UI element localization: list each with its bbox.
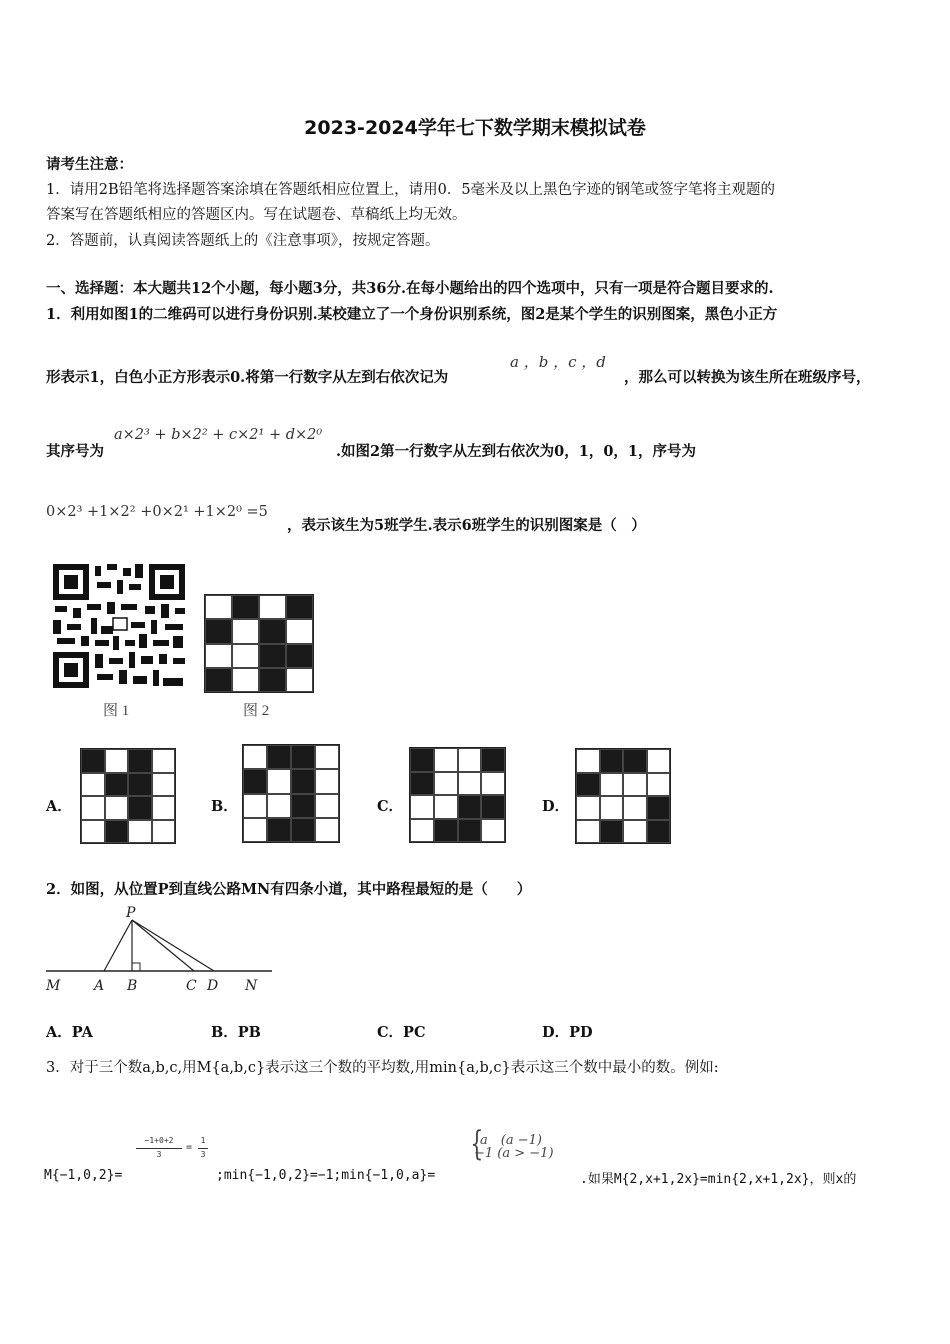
grid-cell (291, 769, 315, 793)
q2-option-c[interactable]: C．PC (377, 1024, 426, 1041)
grid-cell (600, 773, 624, 797)
frac-r-num: 1 (200, 1136, 206, 1145)
grid-cell (600, 820, 624, 844)
grid-cell (623, 749, 647, 773)
q2-option-b[interactable]: B．PB (211, 1024, 261, 1041)
q1-line-1: 1．利用如图1的二维码可以进行身份识别.某校建立了一个身份识别系统，图2是某个学生的识别图案，黑色小正方 (46, 306, 778, 323)
grid-cell (152, 749, 176, 773)
grid-cell (205, 619, 232, 643)
grid-cell (286, 668, 313, 692)
grid-cell (458, 819, 482, 843)
grid-cell (105, 796, 129, 820)
q1-line-3a: 其序号为 (46, 443, 104, 460)
q3-m-prefix: M{−1,0,2}= (44, 1168, 123, 1183)
notice-line-3: 2．答题前，认真阅读答题纸上的《注意事项》，按规定答题。 (46, 233, 440, 249)
grid-cell (105, 749, 129, 773)
grid-cell (81, 773, 105, 797)
notice-line-2: 答案写在答题纸相应的答题区内。写在试题卷、草稿纸上均无效。 (46, 207, 467, 223)
qr-code-icon (51, 562, 187, 690)
q3-text: 3．对于三个数a,b,c,用M{a,b,c}表示这三个数的平均数,用min{a,b,c}表示这三个数中最小的数。例如: (46, 1060, 719, 1076)
grid-cell (81, 796, 105, 820)
grid-cell (410, 772, 434, 796)
grid-cell (259, 619, 286, 643)
grid-cell (205, 668, 232, 692)
grid-cell (291, 818, 315, 842)
grid-cell (576, 796, 600, 820)
q3-end: .如果M{2,x+1,2x}=min{2,x+1,2x}，则x的 (580, 1172, 857, 1187)
frac-num: −1+0+2 (144, 1136, 174, 1145)
grid-cell (576, 820, 600, 844)
point-a-label: A (94, 978, 105, 994)
option-d-grid[interactable] (575, 748, 671, 844)
grid-cell (105, 773, 129, 797)
option-b-label[interactable]: B． (211, 798, 238, 815)
fig1-caption: 图 1 (103, 703, 130, 719)
option-a-label[interactable]: A． (46, 798, 72, 815)
grid-cell (623, 773, 647, 797)
grid-cell (291, 794, 315, 818)
grid-cell (458, 795, 482, 819)
qr-code-figure (51, 562, 187, 690)
grid-cell (243, 745, 267, 769)
grid-cell (232, 668, 259, 692)
point-n-label: N (245, 978, 258, 994)
q2-text: 2．如图，从位置P到直线公路MN有四条小道，其中路程最短的是（ ） (46, 881, 532, 898)
grid-cell (152, 820, 176, 844)
q1-line-4b: ，表示该生为5班学生.表示6班学生的识别图案是（ ） (287, 517, 646, 534)
notice-heading: 请考生注意： (46, 156, 133, 173)
grid-cell (286, 595, 313, 619)
grid-cell (259, 595, 286, 619)
point-b-label: B (127, 978, 138, 994)
frac-eq: = (186, 1142, 193, 1153)
point-c-label: C (186, 978, 197, 994)
grid-cell (152, 796, 176, 820)
grid-cell (315, 818, 339, 842)
option-d-label[interactable]: D． (542, 798, 570, 815)
grid-cell (205, 595, 232, 619)
q2-diagram (44, 904, 274, 998)
grid-cell (458, 748, 482, 772)
grid-cell (128, 749, 152, 773)
grid-cell (243, 794, 267, 818)
grid-cell (259, 668, 286, 692)
notice-line-1: 1．请用2B铅笔将选择题答案涂填在答题纸相应位置上，请用0．5毫米及以上黑色字迹的钢笔或签字笔将主观题的 (46, 182, 776, 198)
option-b-grid[interactable] (242, 744, 340, 843)
grid-cell (128, 773, 152, 797)
grid-cell (458, 772, 482, 796)
grid-cell (232, 644, 259, 668)
q1-vars: a ，b ，c ，d (510, 353, 606, 371)
grid-cell (647, 796, 671, 820)
page-title: 2023-2024学年七下数学期末模拟试卷 (304, 117, 646, 139)
grid-cell (267, 818, 291, 842)
grid-cell (623, 796, 647, 820)
grid-cell (128, 820, 152, 844)
case-2: −1 (a > −1) (474, 1146, 554, 1161)
q3-mid: ;min{−1,0,2}=−1;min{−1,0,a}= (216, 1168, 436, 1183)
grid-cell (81, 820, 105, 844)
section-heading: 一、选择题：本大题共12个小题，每小题3分，共36分.在每小题给出的四个选项中，只有一项是符合题目要求的. (46, 280, 774, 297)
grid-cell (647, 773, 671, 797)
point-d-label: D (207, 978, 219, 994)
grid-cell (600, 749, 624, 773)
grid-cell (315, 745, 339, 769)
grid-cell (623, 820, 647, 844)
grid-cell (434, 795, 458, 819)
grid-cell (434, 772, 458, 796)
grid-cell (128, 796, 152, 820)
grid-cell (481, 748, 505, 772)
grid-cell (481, 795, 505, 819)
grid-cell (647, 820, 671, 844)
grid-cell (243, 769, 267, 793)
grid-cell (434, 748, 458, 772)
q1-line-3b: .如图2第一行数字从左到右依次为0，1，0，1，序号为 (336, 443, 696, 460)
frac-r-den: 3 (200, 1150, 206, 1159)
q1-formula-2: 0×2³ +1×2² +0×2¹ +1×2⁰ =5 (46, 504, 268, 520)
grid-cell (576, 749, 600, 773)
grid-cell (647, 749, 671, 773)
grid-cell (410, 795, 434, 819)
grid-cell (315, 769, 339, 793)
grid-cell (410, 748, 434, 772)
grid-cell (152, 773, 176, 797)
grid-cell (576, 773, 600, 797)
q2-option-d[interactable]: D．PD (542, 1024, 593, 1041)
grid-cell (205, 644, 232, 668)
grid-cell (105, 820, 129, 844)
frac-den: 3 (156, 1150, 162, 1159)
grid-cell (481, 772, 505, 796)
case-1: a (a −1) (480, 1133, 542, 1148)
grid-cell (267, 745, 291, 769)
option-a-grid[interactable] (80, 748, 176, 844)
fig2-grid (204, 594, 314, 693)
grid-cell (267, 794, 291, 818)
grid-cell (291, 745, 315, 769)
option-c-grid[interactable] (409, 747, 506, 843)
fig2-caption: 图 2 (243, 703, 270, 719)
grid-cell (481, 819, 505, 843)
grid-cell (259, 644, 286, 668)
grid-cell (81, 749, 105, 773)
point-m-label: M (46, 978, 61, 994)
grid-cell (267, 769, 291, 793)
q1-line-2b: ，那么可以转换为该生所在班级序号， (624, 369, 871, 386)
q1-formula-1: a×2³ + b×2² + c×2¹ + d×2⁰ (114, 427, 323, 443)
grid-cell (410, 819, 434, 843)
grid-cell (600, 796, 624, 820)
grid-cell (232, 595, 259, 619)
option-c-label[interactable]: C． (377, 798, 404, 815)
grid-cell (315, 794, 339, 818)
grid-cell (286, 644, 313, 668)
q2-option-a[interactable]: A．PA (46, 1024, 93, 1041)
point-p-label: P (126, 905, 136, 921)
grid-cell (243, 818, 267, 842)
q1-line-2a: 形表示1，白色小正方形表示0.将第一行数字从左到右依次记为 (46, 369, 449, 386)
grid-cell (434, 819, 458, 843)
grid-cell (232, 619, 259, 643)
grid-cell (286, 619, 313, 643)
